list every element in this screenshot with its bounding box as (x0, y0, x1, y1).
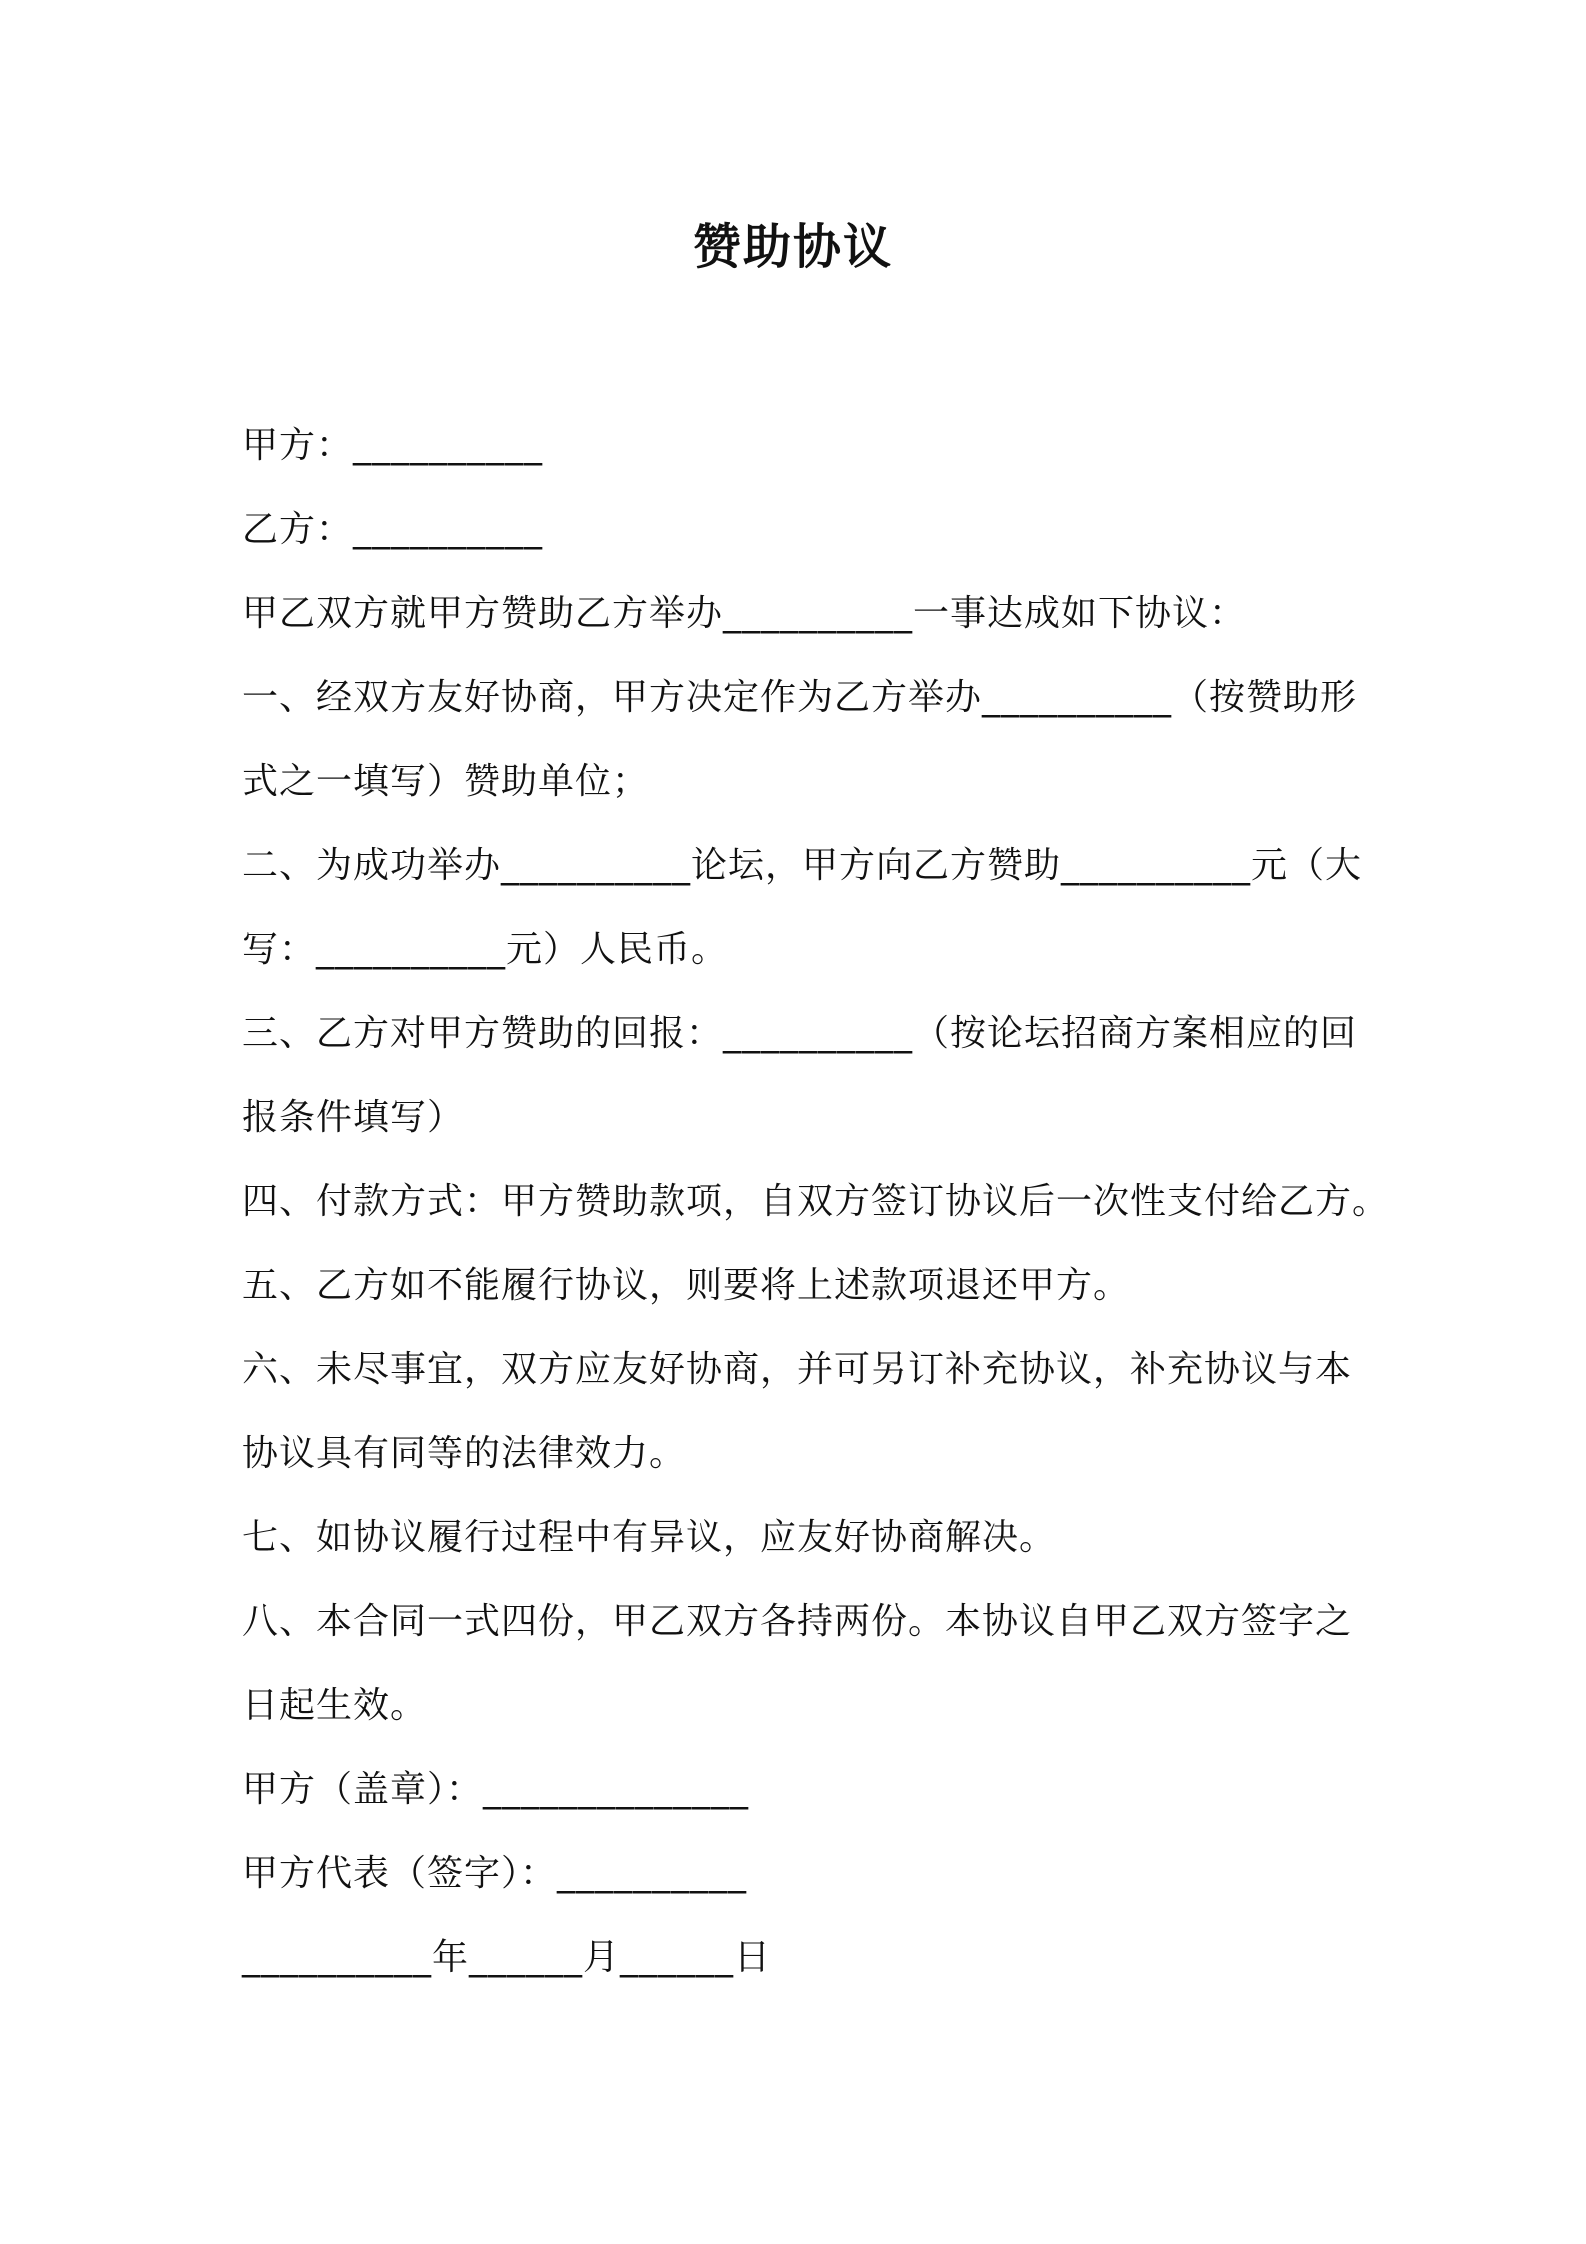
clause-1-line-1: 一、经双方友好协商，甲方决定作为乙方举办__________（按赞助形 (242, 677, 1358, 718)
clause-4-line: 四、付款方式：甲方赞助款项，自双方签订协议后一次性支付给乙方。 (242, 1181, 1390, 1222)
clause-2-line-1: 二、为成功举办__________论坛，甲方向乙方赞助__________元（大 (242, 845, 1363, 886)
date-line: __________年______月______日 (242, 1937, 771, 1978)
clause-1-line-2: 式之一填写）赞助单位； (242, 761, 650, 802)
document-title: 赞助协议 (692, 219, 893, 275)
clause-2-line-2: 写：__________元）人民币。 (242, 929, 729, 970)
clause-3-line-2: 报条件填写） (242, 1097, 465, 1138)
clause-7-line: 七、如协议履行过程中有异议，应友好协商解决。 (242, 1517, 1057, 1558)
clause-6-line-1: 六、未尽事宜，双方应友好协商，并可另订补充协议，补充协议与本 (242, 1349, 1353, 1390)
party-b-line: 乙方：__________ (242, 509, 544, 550)
clause-3-line-1: 三、乙方对甲方赞助的回报：__________（按论坛招商方案相应的回 (242, 1013, 1358, 1054)
party-a-representative-line: 甲方代表（签字）：__________ (242, 1853, 748, 1894)
clause-8-line-2: 日起生效。 (242, 1685, 428, 1726)
preamble-line: 甲乙双方就甲方赞助乙方举办__________一事达成如下协议： (242, 593, 1247, 634)
party-a-seal-line: 甲方（盖章）：______________ (242, 1769, 750, 1810)
clause-5-line: 五、乙方如不能履行协议，则要将上述款项退还甲方。 (242, 1265, 1131, 1306)
clause-6-line-2: 协议具有同等的法律效力。 (242, 1433, 687, 1474)
party-a-line: 甲方：__________ (242, 425, 544, 466)
document-body (242, 404, 1390, 2000)
clause-8-line-1: 八、本合同一式四份，甲乙双方各持两份。本协议自甲乙双方签字之 (242, 1601, 1353, 1642)
